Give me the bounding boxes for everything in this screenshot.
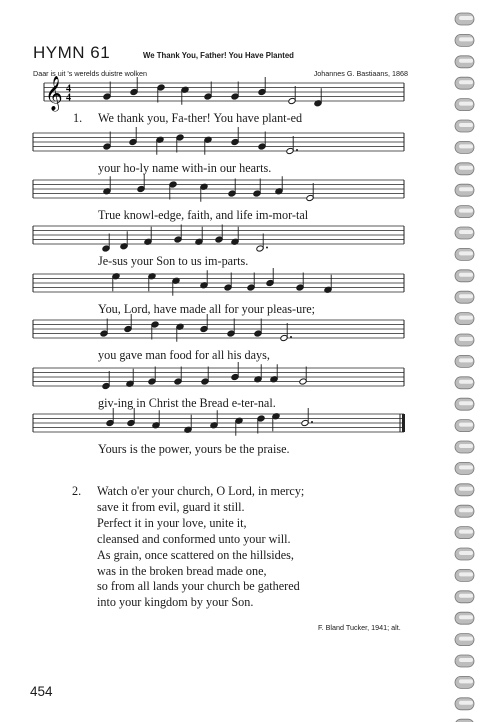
- text-attribution: F. Bland Tucker, 1941; alt.: [318, 623, 401, 632]
- time-signature-bottom: 4: [66, 92, 71, 104]
- spiral-ring: [455, 227, 474, 239]
- original-title: Daar is uit 's werelds duistre wolken: [33, 69, 148, 78]
- spiral-ring: [455, 163, 474, 175]
- spiral-ring: [455, 56, 474, 68]
- lyric-line: your ho-ly name with-in our hearts.: [98, 161, 272, 175]
- spiral-ring: [455, 120, 474, 132]
- spiral-ring: [455, 655, 474, 667]
- stanza-line: Watch o'er your church, O Lord, in mercy;: [97, 484, 305, 498]
- verse2-number: 2.: [72, 484, 82, 498]
- spiral-ring: [455, 141, 474, 153]
- stanza-line: save it from evil, guard it still.: [97, 499, 245, 514]
- spiral-ring: [455, 634, 474, 646]
- hymn-subtitle: We Thank You, Father! You Have Planted: [143, 51, 294, 60]
- lyric-line: We thank you, Fa-ther! You have plant-ed: [98, 111, 303, 125]
- spiral-ring: [455, 248, 474, 260]
- spiral-ring: [455, 612, 474, 624]
- spiral-ring: [455, 548, 474, 560]
- spiral-ring: [455, 206, 474, 218]
- hymn-title: HYMN 61: [33, 43, 111, 62]
- spiral-ring: [455, 505, 474, 517]
- spiral-ring: [455, 13, 474, 25]
- treble-clef-icon: 𝄞: [45, 76, 63, 111]
- spiral-ring: [455, 377, 474, 389]
- spiral-ring: [455, 462, 474, 474]
- stanza-line: As grain, once scattered on the hillsides,: [97, 547, 294, 562]
- spiral-ring: [455, 184, 474, 196]
- lyric-line: You, Lord, have made all for your pleas-ure;: [98, 302, 316, 316]
- spiral-ring: [455, 270, 474, 282]
- composer-credit: Johannes G. Bastiaans, 1868: [313, 69, 408, 78]
- stanza-line: cleansed and conformed unto your will.: [97, 531, 291, 546]
- spiral-ring: [455, 398, 474, 410]
- spiral-ring: [455, 441, 474, 453]
- spiral-ring: [455, 355, 474, 367]
- lyric-line: giv-ing in Christ the Bread e-ter-nal.: [98, 396, 276, 410]
- spiral-ring: [455, 313, 474, 325]
- stanza-line: into your kingdom by your Son.: [97, 595, 254, 610]
- lyric-line: Je-sus your Son to us im-parts.: [98, 254, 249, 268]
- spiral-ring: [455, 527, 474, 539]
- page-number: 454: [30, 684, 53, 699]
- spiral-ring: [455, 676, 474, 688]
- spiral-ring: [455, 34, 474, 46]
- spiral-ring: [455, 484, 474, 496]
- spiral-ring: [455, 291, 474, 303]
- lyric-line: you gave man food for all his days,: [98, 348, 270, 362]
- lyric-line: Yours is the power, yours be the praise.: [98, 442, 290, 456]
- spiral-ring: [455, 334, 474, 346]
- stanza-line: so from all lands your church be gathered: [97, 579, 300, 594]
- spiral-ring: [455, 591, 474, 603]
- spiral-ring: [455, 569, 474, 581]
- spiral-ring: [455, 99, 474, 111]
- time-signature-top: 4: [66, 83, 71, 95]
- spiral-ring: [455, 698, 474, 710]
- lyric-line: True knowl-edge, faith, and life im-mor-tal: [98, 208, 309, 222]
- stanza-line: Perfect it in your love, unite it,: [97, 515, 247, 530]
- spiral-ring: [455, 420, 474, 432]
- spiral-ring: [455, 77, 474, 89]
- stanza-line: was in the broken bread made one,: [97, 563, 267, 578]
- verse1-number: 1.: [73, 111, 83, 125]
